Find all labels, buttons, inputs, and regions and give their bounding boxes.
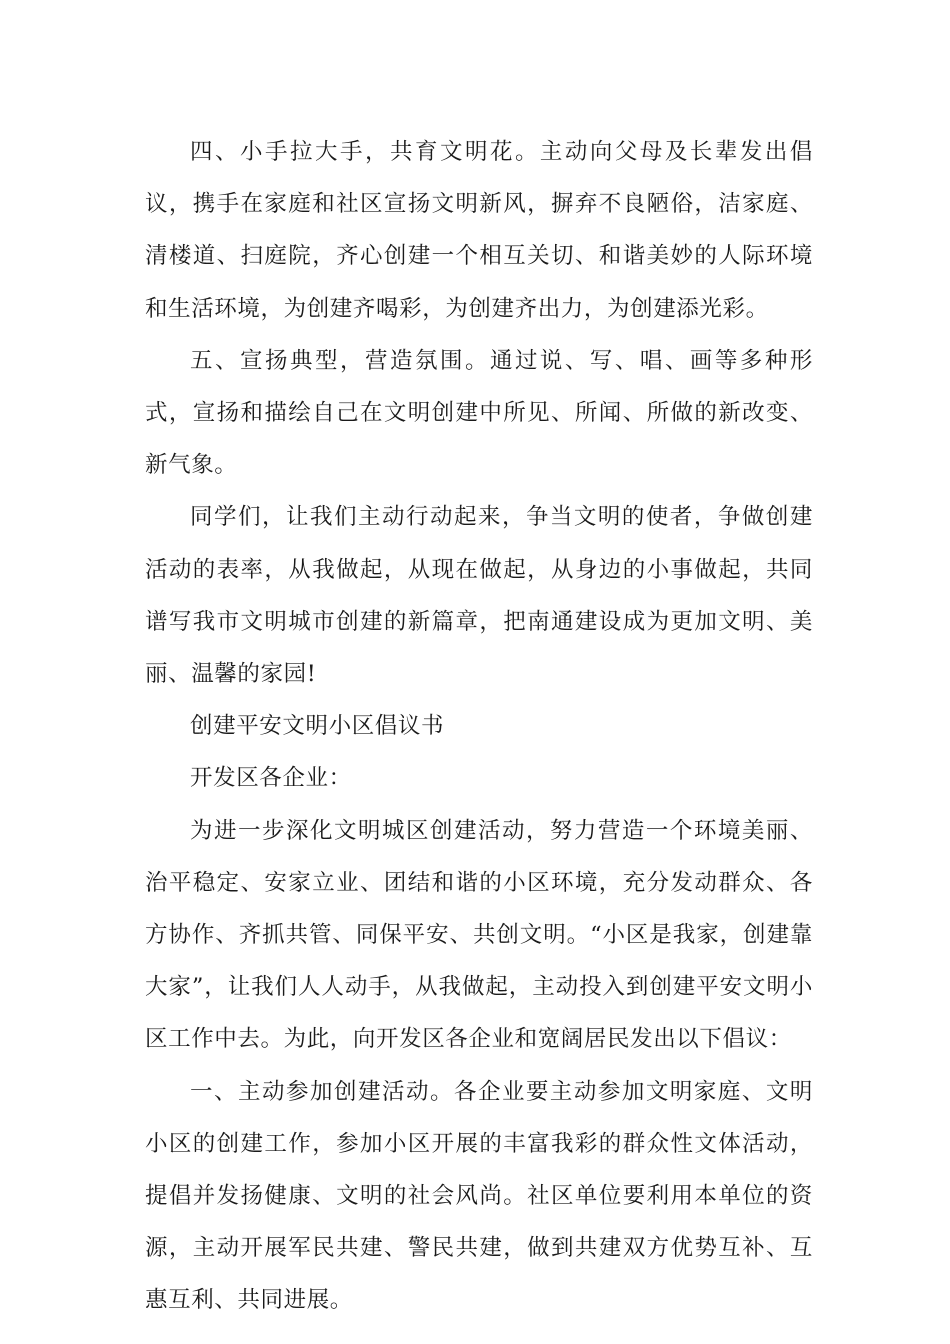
closing-appeal-paragraph: 同学们，让我们主动行动起来，争当文明的使者，争做创建活动的表率，从我做起，从现在做起，从身边的小事做起，共同谱写我市文明城市创建的新篇章，把南通建设成为更加文明、美丽、温馨的家园! (145, 504, 813, 688)
salutation: 开发区各企业： (190, 765, 352, 792)
paragraph-item-1: 一、主动参加创建活动。各企业要主动参加文明家庭、文明小区的创建工作，参加小区开展的丰富我彩的群众性文体活动，提倡并发扬健康、文明的社会风尚。社区单位要利用本单位的资源，主动开展军民共建、警民共建，做到共建双方优势互补、互惠互利、共同进展。 (145, 1078, 813, 1314)
paragraph-item-4: 四、小手拉大手，共育文明花。主动向父母及长辈发出倡议，携手在家庭和社区宣扬文明新风，摒弃不良陋俗，洁家庭、清楼道、扫庭院，齐心创建一个相互关切、和谐美妙的人际环境和生活环境，为创建齐喝彩，为创建齐出力，为创建添光彩。 (145, 139, 813, 322)
intro-paragraph: 为进一步深化文明城区创建活动，努力营造一个环境美丽、治平稳定、安家立业、团结和谐的小区环境，充分发动群众、各方协作、齐抓共管、同保平安、共创文明。“小区是我家，创建靠大家”，让我们人人动手，从我做起，主动投入到创建平安文明小区工作中去。为此，向开发区各企业和宽阔居民发出以下倡议： (145, 817, 813, 1053)
paragraph-item-5: 五、宣扬典型，营造氛围。通过说、写、唱、画等多种形式，宣扬和描绘自己在文明创建中所见、所闻、所做的新改变、新气象。 (145, 347, 813, 479)
proposal-title: 创建平安文明小区倡议书 (190, 713, 445, 740)
document-body (145, 126, 813, 1327)
